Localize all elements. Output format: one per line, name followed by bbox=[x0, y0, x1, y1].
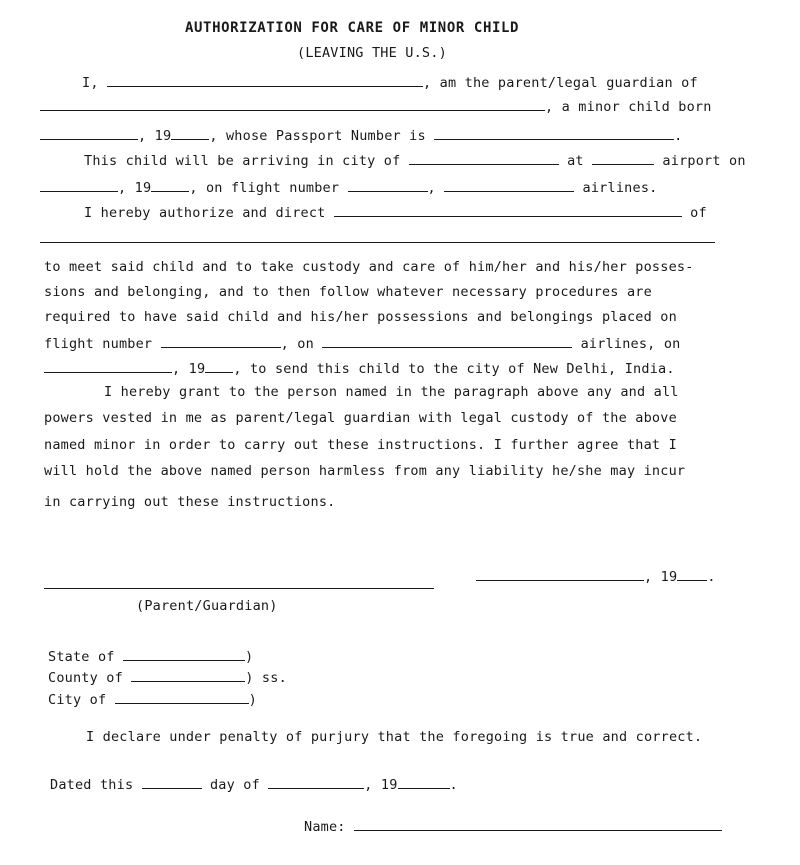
signature-caption: (Parent/Guardian) bbox=[136, 598, 278, 614]
passport-dot: . bbox=[674, 128, 683, 144]
line-guardian bbox=[82, 74, 698, 91]
return-date-field[interactable] bbox=[44, 360, 172, 373]
child-text: , a minor child born bbox=[545, 99, 712, 115]
child-name-field[interactable] bbox=[40, 98, 545, 111]
guardian-prefix: I, bbox=[82, 75, 99, 91]
para2-line5: in carrying out these instructions. bbox=[44, 494, 336, 510]
arrival-city-label: This child will be arriving in city of bbox=[84, 153, 401, 169]
return-year-prefix: , 19 bbox=[172, 361, 206, 377]
state-label: State of bbox=[48, 649, 115, 665]
city-paren: ) bbox=[248, 692, 257, 708]
city-label: City of bbox=[48, 692, 107, 708]
flight-number-field[interactable] bbox=[348, 179, 428, 192]
arrival-date-field[interactable] bbox=[40, 179, 118, 192]
dated-dot: . bbox=[449, 777, 458, 793]
signature-field[interactable] bbox=[44, 588, 434, 589]
line-flight bbox=[40, 179, 657, 196]
line-arrival bbox=[84, 152, 746, 169]
line-authorize bbox=[84, 204, 707, 221]
signature-date-line bbox=[476, 568, 716, 585]
dated-year-field[interactable] bbox=[398, 776, 450, 789]
state-field[interactable] bbox=[123, 648, 245, 661]
guardian-text: , am the parent/legal guardian of bbox=[422, 75, 698, 91]
dated-row bbox=[50, 776, 458, 793]
authorized-address-field[interactable] bbox=[40, 242, 715, 243]
arrival-city-field[interactable] bbox=[409, 152, 559, 165]
form-subtitle: (LEAVING THE U.S.) bbox=[297, 45, 447, 61]
return-year-field[interactable] bbox=[205, 360, 233, 373]
city-row bbox=[48, 691, 257, 708]
county-label: County of bbox=[48, 670, 123, 686]
para1-line3: required to have said child and his/her possessions and belongings placed on bbox=[44, 309, 677, 325]
day-of-label: day of bbox=[209, 777, 260, 793]
return-flight-label: flight number bbox=[44, 336, 153, 352]
signature-dot: . bbox=[707, 569, 716, 585]
para2-line1: I hereby grant to the person named in the paragraph above any and all bbox=[104, 384, 679, 400]
para1-line5 bbox=[44, 360, 675, 377]
destination-text: , to send this child to the city of New Delhi, India. bbox=[233, 361, 675, 377]
authorized-person-field[interactable] bbox=[334, 204, 682, 217]
para2-line3: named minor in order to carry out these instructions. I further agree that I bbox=[44, 437, 677, 453]
dated-label: Dated this bbox=[50, 777, 134, 793]
para1-line4 bbox=[44, 335, 681, 352]
dated-month-field[interactable] bbox=[268, 776, 364, 789]
guardian-name-field[interactable] bbox=[107, 74, 423, 87]
state-paren: ) bbox=[244, 649, 254, 665]
para2-line2: powers vested in me as parent/legal guardian with legal custody of the above bbox=[44, 410, 677, 426]
line-birth bbox=[40, 127, 683, 144]
name-row bbox=[304, 818, 722, 835]
county-row bbox=[48, 669, 287, 686]
arrival-year-prefix: , 19 bbox=[118, 180, 152, 196]
airport-field[interactable] bbox=[592, 152, 654, 165]
state-row bbox=[48, 648, 253, 665]
flight-comma: , bbox=[427, 180, 436, 196]
birth-year-prefix: , 19 bbox=[138, 128, 172, 144]
passport-number-field[interactable] bbox=[434, 127, 674, 140]
return-airlines-label: airlines, on bbox=[580, 336, 681, 352]
airport-at: at bbox=[567, 153, 584, 169]
return-airline-field[interactable] bbox=[322, 335, 572, 348]
para1-line1: to meet said child and to take custody and care of him/her and his/her posses- bbox=[44, 259, 694, 275]
airline-field[interactable] bbox=[444, 179, 574, 192]
airlines-label: airlines. bbox=[582, 180, 658, 196]
birth-year-field[interactable] bbox=[171, 127, 209, 140]
name-label: Name: bbox=[304, 819, 346, 835]
flight-number-label: , on flight number bbox=[189, 180, 340, 196]
airport-on: airport on bbox=[662, 153, 746, 169]
birth-date-field[interactable] bbox=[40, 127, 138, 140]
authorize-label: I hereby authorize and direct bbox=[84, 205, 326, 221]
of-label: of bbox=[690, 205, 707, 221]
county-field[interactable] bbox=[131, 669, 245, 682]
form-title: AUTHORIZATION FOR CARE OF MINOR CHILD bbox=[185, 20, 520, 36]
signature-year-field[interactable] bbox=[677, 568, 707, 581]
signature-year-prefix: , 19 bbox=[644, 569, 678, 585]
para1-line2: sions and belonging, and to then follow whatever necessary procedures are bbox=[44, 284, 652, 300]
dated-day-field[interactable] bbox=[142, 776, 202, 789]
name-field[interactable] bbox=[354, 818, 722, 831]
para2-line4: will hold the above named person harmless from any liability he/she may incur bbox=[44, 463, 686, 479]
city-field[interactable] bbox=[115, 691, 249, 704]
line-child bbox=[40, 98, 712, 115]
declaration-text: I declare under penalty of purjury that the foregoing is true and correct. bbox=[86, 729, 703, 745]
return-on-label: , on bbox=[280, 336, 314, 352]
return-flight-field[interactable] bbox=[161, 335, 281, 348]
county-paren: ) ss. bbox=[245, 670, 287, 686]
dated-year-prefix: , 19 bbox=[364, 777, 398, 793]
signature-date-field[interactable] bbox=[476, 568, 644, 581]
passport-label: , whose Passport Number is bbox=[209, 128, 426, 144]
arrival-year-field[interactable] bbox=[151, 179, 189, 192]
